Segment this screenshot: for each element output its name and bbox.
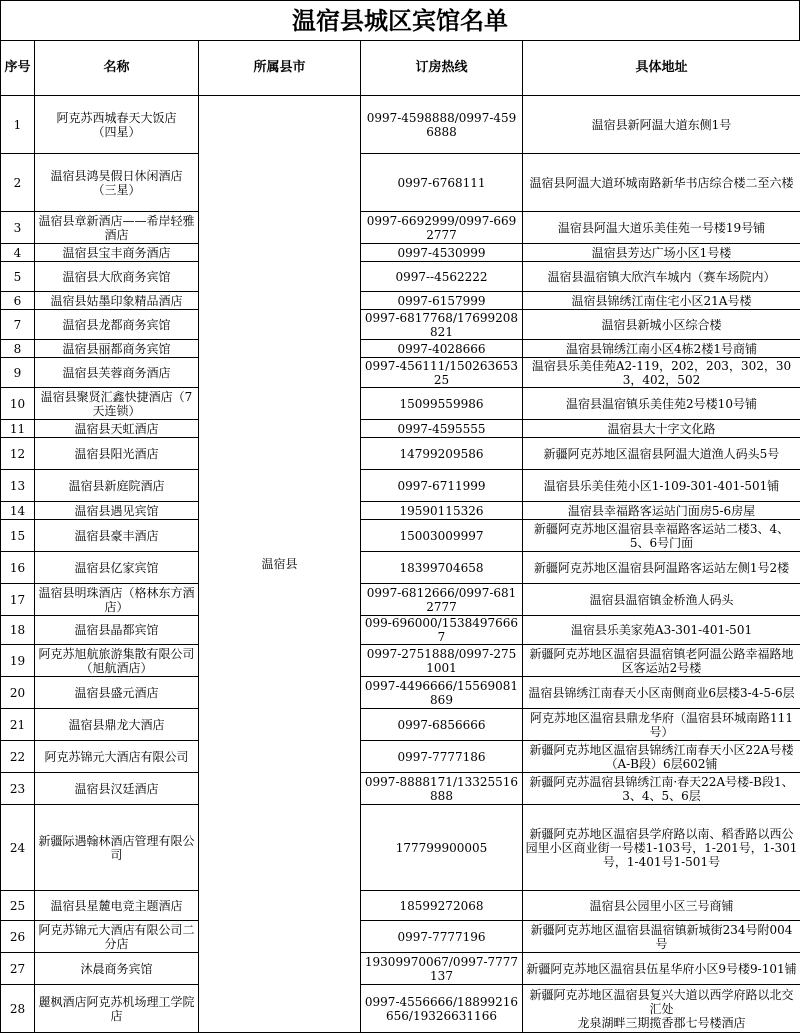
hotel-address: 新疆阿克苏地区温宿县阿温大道渔人码头5号 bbox=[523, 438, 800, 470]
county-cell: 温宿县 bbox=[199, 96, 361, 1033]
hotel-name: 阿克苏旭航旅游集散有限公司（旭航酒店） bbox=[35, 645, 199, 677]
hotel-name: 阿克苏西城春天大饭店 （四星） bbox=[35, 96, 199, 154]
table-row bbox=[1, 953, 800, 985]
row-number: 1 bbox=[1, 96, 35, 154]
row-number: 2 bbox=[1, 154, 35, 212]
booking-phone: 0997-4530999 bbox=[361, 244, 523, 262]
booking-phone: 0997-6692999/0997-6692777 bbox=[361, 212, 523, 244]
hotel-name: 沐晨商务宾馆 bbox=[35, 953, 199, 985]
booking-phone: 0997-4496666/15569081869 bbox=[361, 677, 523, 709]
table-row bbox=[1, 616, 800, 645]
hotel-address: 温宿县乐美佳苑小区1-109-301-401-501铺 bbox=[523, 470, 800, 502]
hotel-address: 温宿县锦绣江南住宅小区21A号楼 bbox=[523, 292, 800, 310]
table-row bbox=[1, 96, 800, 154]
header-name: 名称 bbox=[35, 41, 199, 96]
row-number: 17 bbox=[1, 584, 35, 616]
hotel-address: 温宿县芳达广场小区1号楼 bbox=[523, 244, 800, 262]
table-row bbox=[1, 154, 800, 212]
booking-phone: 15003009997 bbox=[361, 520, 523, 552]
table-row bbox=[1, 891, 800, 921]
header-row bbox=[1, 41, 800, 96]
booking-phone: 0997-6817768/17699208821 bbox=[361, 310, 523, 340]
table-row bbox=[1, 310, 800, 340]
hotel-name: 温宿县星麓电竞主题酒店 bbox=[35, 891, 199, 921]
hotel-name: 温宿县姑墨印象精品酒店 bbox=[35, 292, 199, 310]
hotel-name: 温宿县芙蓉商务酒店 bbox=[35, 358, 199, 388]
booking-phone: 0997-4598888/0997-4596888 bbox=[361, 96, 523, 154]
row-number: 25 bbox=[1, 891, 35, 921]
hotel-name: 温宿县盛元酒店 bbox=[35, 677, 199, 709]
booking-phone: 0997-8888171/13325516888 bbox=[361, 773, 523, 805]
hotel-table bbox=[0, 40, 800, 1033]
booking-phone: 19309970067/0997-7777137 bbox=[361, 953, 523, 985]
hotel-name: 新疆际遇翰林酒店管理有限公司 bbox=[35, 805, 199, 891]
table-row bbox=[1, 552, 800, 584]
hotel-name: 阿克苏锦元大酒店有限公司二分店 bbox=[35, 921, 199, 953]
table-row bbox=[1, 709, 800, 741]
table-row bbox=[1, 292, 800, 310]
booking-phone: 0997-6768111 bbox=[361, 154, 523, 212]
hotel-address: 新疆阿克苏地区温宿县伍星华府小区9号楼9-101铺 bbox=[523, 953, 800, 985]
hotel-address: 温宿县温宿镇乐美佳苑2号楼10号铺 bbox=[523, 388, 800, 420]
row-number: 23 bbox=[1, 773, 35, 805]
row-number: 3 bbox=[1, 212, 35, 244]
hotel-address: 温宿县温宿镇金桥渔人码头 bbox=[523, 584, 800, 616]
hotel-address: 温宿县阿温大道环城南路新华书店综合楼二至六楼 bbox=[523, 154, 800, 212]
row-number: 10 bbox=[1, 388, 35, 420]
row-number: 20 bbox=[1, 677, 35, 709]
booking-phone: 0997-6856666 bbox=[361, 709, 523, 741]
booking-phone: 0997--4562222 bbox=[361, 262, 523, 292]
hotel-name: 温宿县汉廷酒店 bbox=[35, 773, 199, 805]
hotel-name: 温宿县豪丰酒店 bbox=[35, 520, 199, 552]
hotel-name: 温宿县章新酒店——希岸轻雅酒店 bbox=[35, 212, 199, 244]
hotel-name: 温宿县大欣商务宾馆 bbox=[35, 262, 199, 292]
header-no: 序号 bbox=[1, 41, 35, 96]
hotel-address: 温宿县温宿镇大欣汽车城内（赛车场院内） bbox=[523, 262, 800, 292]
booking-phone: 14799209586 bbox=[361, 438, 523, 470]
row-number: 14 bbox=[1, 502, 35, 520]
row-number: 22 bbox=[1, 741, 35, 773]
booking-phone: 0997-6812666/0997-6812777 bbox=[361, 584, 523, 616]
hotel-address: 温宿县幸福路客运站门面房5-6房屋 bbox=[523, 502, 800, 520]
hotel-name: 温宿县鸿昊假日休闲酒店 （三星） bbox=[35, 154, 199, 212]
row-number: 26 bbox=[1, 921, 35, 953]
hotel-address: 新疆阿克苏地区温宿县学府路以南、稻香路以西公园里小区商业街一号楼1-103号，1-201号，1-301号，1-401号1-501号 bbox=[523, 805, 800, 891]
table-row bbox=[1, 358, 800, 388]
booking-phone: 0997-6711999 bbox=[361, 470, 523, 502]
table-row bbox=[1, 438, 800, 470]
row-number: 6 bbox=[1, 292, 35, 310]
booking-phone: 0997-456111/15026365325 bbox=[361, 358, 523, 388]
hotel-name: 温宿县天虹酒店 bbox=[35, 420, 199, 438]
table-row bbox=[1, 645, 800, 677]
hotel-name: 温宿县阳光酒店 bbox=[35, 438, 199, 470]
hotel-address: 新疆阿克苏地区温宿县阿温路客运站左侧1号2楼 bbox=[523, 552, 800, 584]
hotel-name: 温宿县遇见宾馆 bbox=[35, 502, 199, 520]
row-number: 13 bbox=[1, 470, 35, 502]
table-row bbox=[1, 388, 800, 420]
table-row bbox=[1, 584, 800, 616]
row-number: 12 bbox=[1, 438, 35, 470]
hotel-address: 温宿县阿温大道乐美佳苑一号楼19号铺 bbox=[523, 212, 800, 244]
row-number: 9 bbox=[1, 358, 35, 388]
header-address: 具体地址 bbox=[523, 41, 800, 96]
table-body bbox=[1, 96, 800, 1033]
booking-phone: 0997-4556666/18899216656/19326631166 bbox=[361, 985, 523, 1033]
booking-phone: 0997-6157999 bbox=[361, 292, 523, 310]
hotel-address: 新疆阿克苏地区温宿县温宿镇老阿温公路幸福路地区客运站2号楼 bbox=[523, 645, 800, 677]
hotel-name: 温宿县明珠酒店（格林东方酒店） bbox=[35, 584, 199, 616]
hotel-address: 温宿县新城小区综合楼 bbox=[523, 310, 800, 340]
table-row bbox=[1, 420, 800, 438]
booking-phone: 0997-7777186 bbox=[361, 741, 523, 773]
hotel-address: 新疆阿克苏温宿县锦绣江南·春天22A号楼-B段1、3、4、5、6层 bbox=[523, 773, 800, 805]
hotel-address: 温宿县乐美佳苑A2-119，202，203，302，303，402，502 bbox=[523, 358, 800, 388]
table-row bbox=[1, 340, 800, 358]
booking-phone: 0997-4028666 bbox=[361, 340, 523, 358]
table-row bbox=[1, 262, 800, 292]
page-title: 温宿县城区宾馆名单 bbox=[0, 0, 800, 40]
row-number: 5 bbox=[1, 262, 35, 292]
hotel-name: 温宿县丽都商务宾馆 bbox=[35, 340, 199, 358]
row-number: 15 bbox=[1, 520, 35, 552]
row-number: 18 bbox=[1, 616, 35, 645]
hotel-name: 阿克苏锦元大酒店有限公司 bbox=[35, 741, 199, 773]
hotel-address: 温宿县新阿温大道东侧1号 bbox=[523, 96, 800, 154]
table-row bbox=[1, 773, 800, 805]
hotel-name: 温宿县龙都商务宾馆 bbox=[35, 310, 199, 340]
row-number: 19 bbox=[1, 645, 35, 677]
row-number: 24 bbox=[1, 805, 35, 891]
hotel-name: 温宿县鼎龙大酒店 bbox=[35, 709, 199, 741]
hotel-address: 阿克苏地区温宿县鼎龙华府（温宿县环城南路111号） bbox=[523, 709, 800, 741]
hotel-address: 温宿县公园里小区三号商铺 bbox=[523, 891, 800, 921]
row-number: 21 bbox=[1, 709, 35, 741]
hotel-name: 麗枫酒店阿克苏机场理工学院店 bbox=[35, 985, 199, 1033]
row-number: 7 bbox=[1, 310, 35, 340]
hotel-address: 新疆阿克苏地区温宿县温宿镇新城街234号附004号 bbox=[523, 921, 800, 953]
hotel-address: 新疆阿克苏地区温宿县复兴大道以西学府路以北交汇处 龙泉湖畔三期揽香郡七号楼酒店 bbox=[523, 985, 800, 1033]
hotel-address: 温宿县锦绣江南春天小区南侧商业6层楼3-4-5-6层 bbox=[523, 677, 800, 709]
hotel-address: 新疆阿克苏地区温宿县幸福路客运站二楼3、4、5、6号门面 bbox=[523, 520, 800, 552]
header-phone: 订房热线 bbox=[361, 41, 523, 96]
header-county: 所属县市 bbox=[199, 41, 361, 96]
hotel-address: 温宿县大十字文化路 bbox=[523, 420, 800, 438]
table-row bbox=[1, 502, 800, 520]
booking-phone: 18399704658 bbox=[361, 552, 523, 584]
hotel-address: 温宿县锦绣江南小区4栋2楼1号商铺 bbox=[523, 340, 800, 358]
table-row bbox=[1, 921, 800, 953]
booking-phone: 19590115326 bbox=[361, 502, 523, 520]
row-number: 27 bbox=[1, 953, 35, 985]
table-row bbox=[1, 805, 800, 891]
table-row bbox=[1, 244, 800, 262]
hotel-name: 温宿县亿家宾馆 bbox=[35, 552, 199, 584]
booking-phone: 15099559986 bbox=[361, 388, 523, 420]
table-row bbox=[1, 985, 800, 1033]
hotel-name: 温宿县新庭院酒店 bbox=[35, 470, 199, 502]
table-row bbox=[1, 470, 800, 502]
row-number: 16 bbox=[1, 552, 35, 584]
row-number: 28 bbox=[1, 985, 35, 1033]
row-number: 4 bbox=[1, 244, 35, 262]
table-row bbox=[1, 520, 800, 552]
row-number: 8 bbox=[1, 340, 35, 358]
table-row bbox=[1, 741, 800, 773]
hotel-name: 温宿县宝丰商务酒店 bbox=[35, 244, 199, 262]
hotel-address: 温宿县乐美家苑A3-301-401-501 bbox=[523, 616, 800, 645]
booking-phone: 0997-7777196 bbox=[361, 921, 523, 953]
booking-phone: 18599272068 bbox=[361, 891, 523, 921]
hotel-name: 温宿县晶都宾馆 bbox=[35, 616, 199, 645]
booking-phone: 0997-2751888/0997-2751001 bbox=[361, 645, 523, 677]
row-number: 11 bbox=[1, 420, 35, 438]
table-row bbox=[1, 212, 800, 244]
hotel-address: 新疆阿克苏地区温宿县锦绣江南春天小区22A号楼（A-B段）6层602铺 bbox=[523, 741, 800, 773]
booking-phone: 099-696000/15384976667 bbox=[361, 616, 523, 645]
booking-phone: 0997-4595555 bbox=[361, 420, 523, 438]
hotel-name: 温宿县聚贤汇鑫快捷酒店（7天连锁） bbox=[35, 388, 199, 420]
table-row bbox=[1, 677, 800, 709]
booking-phone: 177799900005 bbox=[361, 805, 523, 891]
